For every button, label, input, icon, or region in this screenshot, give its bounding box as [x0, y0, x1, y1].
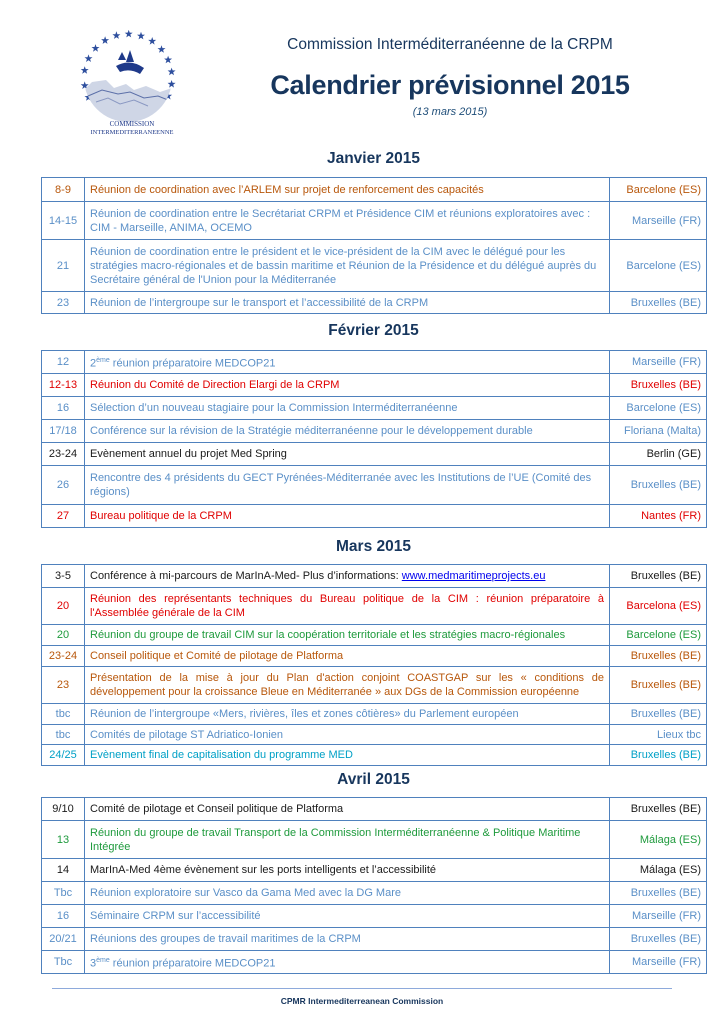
footer-text: CPMR Intermediterreanean Commission: [280, 996, 444, 1006]
table-row: [42, 397, 707, 420]
table-row: [42, 466, 707, 505]
table-row: [42, 798, 707, 821]
table-row: [42, 859, 707, 882]
event-text: Réunion exploratoire sur Vasco da Gama Med avec la DG Mare: [90, 887, 401, 899]
logo-text-line2: INTERMEDITERRANEENNE: [90, 129, 174, 136]
event-date: 3-5: [42, 565, 85, 588]
event-date: 16: [42, 905, 85, 928]
event-link[interactable]: www.medmaritimeprojects.eu: [401, 570, 546, 582]
event-description: [85, 397, 610, 420]
logo-star-icon: [112, 31, 120, 39]
event-text: Conférence sur la révision de la Stratégie méditerranéenne pour le développement durable: [90, 425, 533, 437]
logo-star-icon: [101, 36, 109, 44]
event-description: [85, 951, 610, 974]
event-text: Evènement annuel du projet Med Spring: [90, 448, 287, 460]
event-description: [85, 292, 610, 314]
event-ordinal: 3: [90, 957, 97, 970]
table-row: [42, 725, 707, 745]
table-row: [42, 443, 707, 466]
event-description: [85, 374, 610, 397]
event-location: Marseille (FR): [610, 905, 707, 928]
event-date: tbc: [42, 725, 85, 745]
month-events-table: [41, 797, 707, 974]
event-description: [85, 588, 610, 625]
table-row: [42, 420, 707, 443]
event-description: [85, 667, 610, 704]
event-text: Présentation de la mise à jour du Plan d'action conjoint COASTGAP sur les « conditions de développement pour la croissance Bleue en Méditerranée » aux DGs de la Commission européenne: [90, 672, 604, 698]
organization-name: Commission Interméditerranéenne de la CRPM: [287, 36, 613, 53]
table-row: [42, 646, 707, 667]
table-row: [42, 351, 707, 374]
event-text: Réunion de l’intergroupe «Mers, rivières, îles et zones côtières» du Parlement européen: [90, 708, 519, 720]
event-date: 20: [42, 625, 85, 646]
event-location: Bruxelles (BE): [610, 928, 707, 951]
event-ordinal: 2: [90, 357, 97, 370]
event-date: Tbc: [42, 882, 85, 905]
event-text: Séminaire CRPM sur l’accessibilité: [90, 910, 261, 922]
event-ordinal-suffix: ème: [96, 956, 110, 964]
logo-star-icon: [168, 68, 176, 76]
table-row: [42, 292, 707, 314]
table-row: [42, 951, 707, 974]
event-text: MarInA-Med 4ème évènement sur les ports intelligents et l’accessibilité: [90, 864, 437, 876]
event-text: Bureau politique de la CRPM: [90, 510, 232, 522]
event-location: Barcelone (ES): [610, 625, 707, 646]
event-text: Sélection d’un nouveau stagiaire pour la Commission Interméditerranéenne: [90, 402, 458, 414]
logo-star-icon: [137, 32, 145, 40]
event-text: Evènement final de capitalisation du programme MED: [90, 749, 353, 761]
event-date: 12: [42, 351, 85, 374]
event-description: [85, 240, 610, 292]
table-row: [42, 928, 707, 951]
table-row: [42, 178, 707, 202]
organization-logo: [68, 30, 196, 140]
event-description: [85, 565, 610, 588]
event-text: Réunion du Comité de Direction Elargi de la CRPM: [90, 379, 340, 391]
event-description: [85, 859, 610, 882]
event-location: Bruxelles (BE): [610, 704, 707, 725]
logo-emblem: [68, 30, 196, 140]
event-description: [85, 905, 610, 928]
publication-date: (13 mars 2015): [412, 106, 488, 118]
event-date: 14-15: [42, 202, 85, 240]
table-row: [42, 704, 707, 725]
table-row: [42, 745, 707, 766]
event-description: [85, 821, 610, 859]
table-row: [42, 202, 707, 240]
month-heading: Mars 2015: [336, 538, 411, 555]
logo-star-icon: [168, 80, 176, 88]
table-row: [42, 667, 707, 704]
month-heading: Janvier 2015: [326, 150, 421, 167]
event-description: [85, 202, 610, 240]
event-text: Réunions des groupes de travail maritimes de la CRPM: [90, 933, 361, 945]
event-location: Bruxelles (BE): [610, 374, 707, 397]
event-date: 20/21: [42, 928, 85, 951]
event-date: 8-9: [42, 178, 85, 202]
event-text: Conseil politique et Comité de pilotage de Platforma: [90, 650, 344, 662]
event-description: [85, 646, 610, 667]
event-text: Conférence à mi-parcours de MarInA-Med- Plus d’informations:: [90, 570, 402, 582]
event-date: 24/25: [42, 745, 85, 766]
event-date: tbc: [42, 704, 85, 725]
logo-star-icon: [164, 56, 172, 64]
event-date: Tbc: [42, 951, 85, 974]
event-text: Réunion du groupe de travail CIM sur la coopération territoriale et les stratégies macro-régionales: [90, 629, 566, 641]
event-location: Lieux tbc: [610, 725, 707, 745]
event-location: Bruxelles (BE): [610, 798, 707, 821]
event-description: [85, 505, 610, 528]
event-location: Marseille (FR): [610, 951, 707, 974]
event-text: réunion préparatoire MEDCOP21: [109, 357, 276, 370]
event-location: Floriana (Malta): [610, 420, 707, 443]
event-date: 23-24: [42, 443, 85, 466]
table-row: [42, 821, 707, 859]
event-date: 9/10: [42, 798, 85, 821]
page-title: Calendrier prévisionnel 2015: [270, 70, 630, 100]
event-location: Málaga (ES): [610, 859, 707, 882]
logo-star-icon: [148, 37, 156, 45]
table-row: [42, 625, 707, 646]
event-date: 27: [42, 505, 85, 528]
event-text: Rencontre des 4 présidents du GECT Pyrénées-Méditerranée avec les Institutions de l’UE (Comité des régions): [90, 472, 592, 498]
event-date: 26: [42, 466, 85, 505]
month-events-table: [41, 177, 707, 314]
table-row: [42, 588, 707, 625]
event-date: 20: [42, 588, 85, 625]
event-location: Barcelone (ES): [610, 240, 707, 292]
event-date: 17/18: [42, 420, 85, 443]
month-heading: Février 2015: [328, 322, 419, 339]
event-description: [85, 882, 610, 905]
event-text: Réunion de l’intergroupe sur le transport et l’accessibilité de la CRPM: [90, 296, 429, 309]
event-location: Bruxelles (BE): [610, 745, 707, 766]
event-text: Réunion de coordination entre le président et le vice-président de la CIM avec le délégué pour les stratégies macro-régionales et de bassin maritime et Réunion de la Présidence et du délégué auprès du Secrétaire général de l'Union pour la Méditerranée: [90, 245, 597, 286]
event-description: [85, 178, 610, 202]
table-row: [42, 505, 707, 528]
event-date: 13: [42, 821, 85, 859]
table-row: [42, 374, 707, 397]
event-location: Marseille (FR): [610, 202, 707, 240]
event-text: Comités de pilotage ST Adriatico-Ionien: [90, 728, 284, 741]
event-description: [85, 704, 610, 725]
event-description: [85, 420, 610, 443]
event-location: Bruxelles (BE): [610, 882, 707, 905]
event-text: Réunion de coordination avec l’ARLEM sur projet de renforcement des capacités: [90, 183, 484, 196]
event-location: Barcelone (ES): [610, 397, 707, 420]
event-date: 23-24: [42, 646, 85, 667]
event-date: 12-13: [42, 374, 85, 397]
logo-star-icon: [125, 30, 133, 37]
logo-star-icon: [158, 45, 166, 53]
logo-star-icon: [81, 66, 89, 74]
logo-star-icon: [92, 44, 100, 52]
logo-star-icon: [85, 54, 93, 62]
event-description: [85, 625, 610, 646]
month-heading: Avril 2015: [337, 771, 410, 788]
event-location: Bruxelles (BE): [610, 646, 707, 667]
event-date: 14: [42, 859, 85, 882]
event-text: Réunion des représentants techniques du Bureau politique de la CIM : réunion préparatoire à l'Assemblée générale de la CIM: [90, 593, 604, 619]
event-location: Bruxelles (BE): [610, 466, 707, 505]
logo-text-line1: COMMISSION: [109, 120, 155, 128]
event-location: Berlin (GE): [610, 443, 707, 466]
month-events-table: [41, 350, 707, 528]
event-location: Nantes (FR): [610, 505, 707, 528]
event-date: 21: [42, 240, 85, 292]
event-location: Barcelona (ES): [610, 588, 707, 625]
event-description: [85, 745, 610, 766]
event-date: 16: [42, 397, 85, 420]
month-events-table: [41, 564, 707, 766]
table-row: [42, 565, 707, 588]
event-text: Réunion de coordination entre le Secrétariat CRPM et Présidence CIM et réunions exploratoires avec : CIM - Marseille, ANIMA, OCEMO: [90, 207, 591, 234]
event-date: 23: [42, 292, 85, 314]
event-date: 23: [42, 667, 85, 704]
event-location: Málaga (ES): [610, 821, 707, 859]
event-description: [85, 798, 610, 821]
event-location: Marseille (FR): [610, 351, 707, 374]
event-description: [85, 443, 610, 466]
footer-divider: [52, 988, 672, 989]
event-location: Bruxelles (BE): [610, 667, 707, 704]
event-location: Barcelone (ES): [610, 178, 707, 202]
event-location: Bruxelles (BE): [610, 292, 707, 314]
event-ordinal-suffix: ème: [96, 356, 110, 364]
event-description: [85, 928, 610, 951]
event-description: [85, 466, 610, 505]
event-description: [85, 725, 610, 745]
event-text: réunion préparatoire MEDCOP21: [109, 957, 276, 970]
table-row: [42, 882, 707, 905]
table-row: [42, 905, 707, 928]
event-text: Comité de pilotage et Conseil politique de Platforma: [90, 803, 344, 815]
event-location: Bruxelles (BE): [610, 565, 707, 588]
event-text: Réunion du groupe de travail Transport de la Commission Interméditerranéenne & Politique Maritime Intégrée: [90, 826, 581, 853]
table-row: [42, 240, 707, 292]
event-description: [85, 351, 610, 374]
